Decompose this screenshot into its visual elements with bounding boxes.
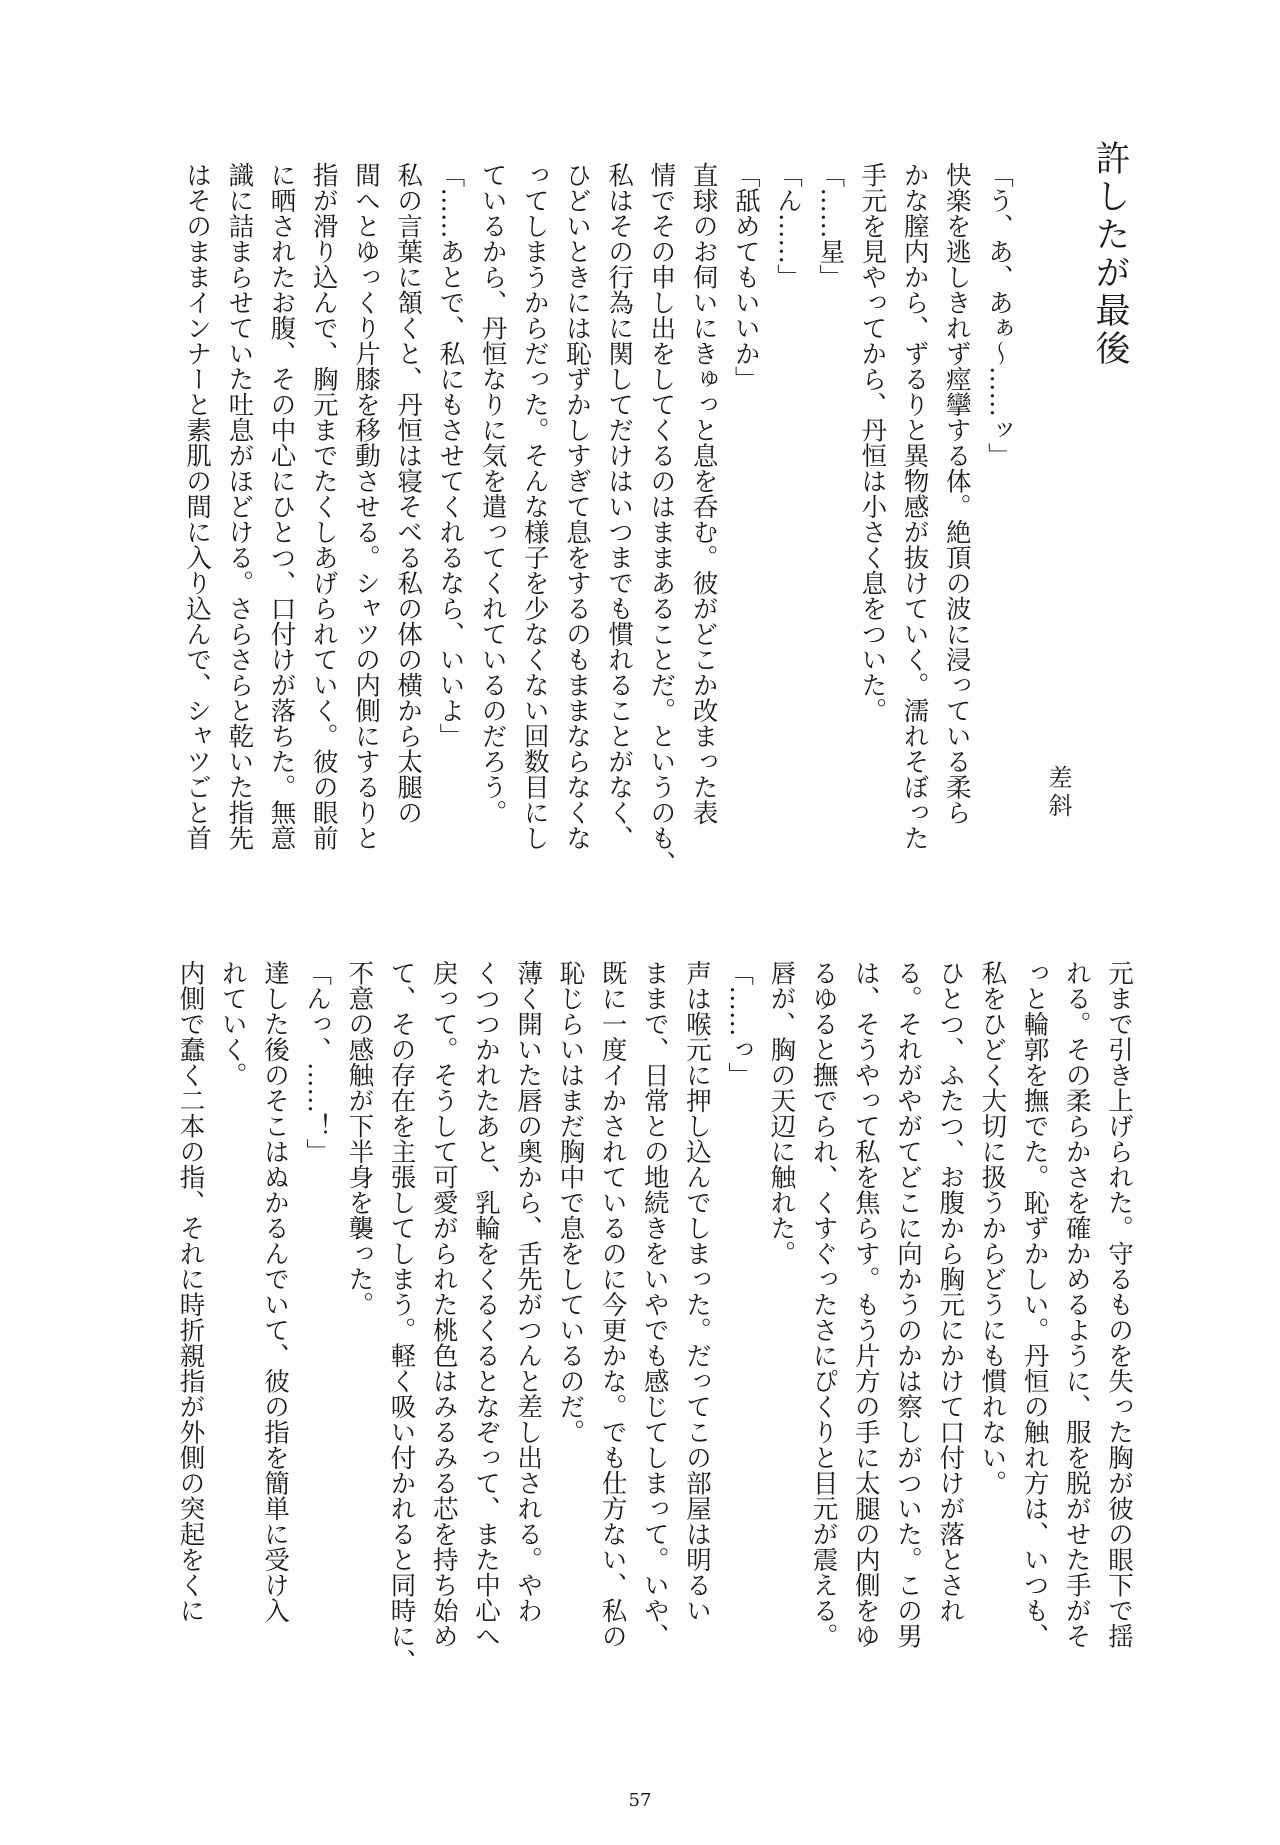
text-line: 「……っ」 [724, 960, 755, 1088]
text-line: 手元を見やってから、丹恒は小さく息をついた。 [857, 162, 888, 723]
story-title: 許したが最後 [1090, 140, 1130, 368]
text-line: 唇が、胸の天辺に触れた。 [766, 960, 797, 1266]
text-line: 声は喉元に押し込んでしまった。だってこの部屋は明るい [681, 960, 712, 1623]
text-line: る。それがやがてどこに向かうのかは察しがついた。この男 [892, 960, 923, 1649]
text-line: れる。その柔らかさを確かめるように、服を脱がせた手がそ [1061, 960, 1092, 1649]
text-line: 「ん……」 [772, 162, 803, 290]
text-line: 達した後のそこはぬかるんでいて、彼の指を簡単に受け入 [259, 960, 290, 1623]
text-line: 間へとゆっくり片膝を移動させる。シャツの内側にするりと [350, 162, 381, 851]
text-line: 私はその行為に関してだけはいつまでも慣れることがなく、 [604, 162, 635, 851]
text-line: 「……星」 [815, 162, 846, 290]
text-line: 内側で蠢く二本の指、それに時折親指が外側の突起をくに [175, 960, 206, 1623]
text-line: 元まで引き上げられた。守るものを失った胸が彼の眼下で揺 [1104, 960, 1134, 1649]
text-line: ひとつ、ふたつ、お腹から胸元にかけて口付けが落とされ [935, 960, 966, 1623]
text-line: 私の言葉に頷くと、丹恒は寝そべる私の体の横から太腿の [393, 162, 424, 825]
text-line: 指が滑り込んで、胸元までたくしあげられていく。彼の眼前 [308, 162, 339, 851]
text-line: 「んっ、……！」 [302, 960, 333, 1164]
text-line: ているから、丹恒なりに気を遣ってくれているのだろう。 [477, 162, 508, 825]
text-line: はそのままインナーと素肌の間に入り込んで、シャツごと首 [182, 162, 213, 851]
text-line: 情でその申し出をしてくるのはままあることだ。というのも、 [646, 162, 677, 876]
text-line: は、そうやって私を焦らす。もう片方の手に太腿の内側をゆ [850, 960, 881, 1649]
text-line: 既に一度イかされているのに今更かな。でも仕方ない、私の [597, 960, 628, 1649]
text-line: 不意の感触が下半身を襲った。 [344, 960, 375, 1317]
text-line: くつつかれたあと、乳輪をくるくるとなぞって、また中心へ [470, 960, 501, 1649]
text-line: 私をひどく大切に扱うからどうにも慣れない。 [977, 960, 1008, 1496]
author-name: 差斜 [1044, 765, 1072, 821]
text-line: に晒されたお腹、その中心にひとつ、口付けが落ちた。無意 [266, 162, 297, 851]
text-line: かな膣内から、ずるりと異物感が抜けていく。濡れそぼった [899, 162, 930, 851]
text-line: ってしまうからだった。そんな様子を少なくない回数目にし [519, 162, 550, 851]
text-line: 識に詰まらせていた吐息がほどける。さらさらと乾いた指先 [224, 162, 255, 851]
text-line: れていく。 [217, 960, 248, 1088]
text-line: 「舐めてもいいか」 [730, 162, 761, 392]
text-line: ひどいときには恥ずかしすぎて息をするのもままならなくな [561, 162, 592, 851]
text-line: 恥じらいはまだ胸中で息をしているのだ。 [555, 960, 586, 1445]
text-line: て、その存在を主張してしまう。軽く吸い付かれると同時に、 [386, 960, 417, 1674]
page-number: 57 [628, 1790, 652, 1811]
text-line: ままで、日常との地続きをいやでも感じてしまって。いや、 [639, 960, 670, 1649]
text-line: るゆると撫でられ、くすぐったさにぴくりと目元が震える。 [808, 960, 839, 1649]
text-line: っと輪郭を撫でた。恥ずかしい。丹恒の触れ方は、いつも、 [1019, 960, 1050, 1649]
text-line: 直球のお伺いにきゅっと息を呑む。彼がどこか改まった表 [688, 162, 719, 825]
text-line: 快楽を逃しきれず痙攣する体。絶頂の波に浸っている柔ら [941, 162, 972, 825]
lower-text-block [140, 960, 1140, 1680]
text-line: 「う、あ、あぁ〜……ッ」 [984, 162, 1014, 468]
text-line: 薄く開いた唇の奥から、舌先がつんと差し出される。やわ [513, 960, 544, 1623]
upper-text-block [140, 162, 1020, 887]
text-line: 戻って。そうして可愛がられた桃色はみるみる芯を持ち始め [428, 960, 459, 1649]
text-line: 「……あとで、私にもさせてくれるなら、いいよ」 [435, 162, 466, 749]
